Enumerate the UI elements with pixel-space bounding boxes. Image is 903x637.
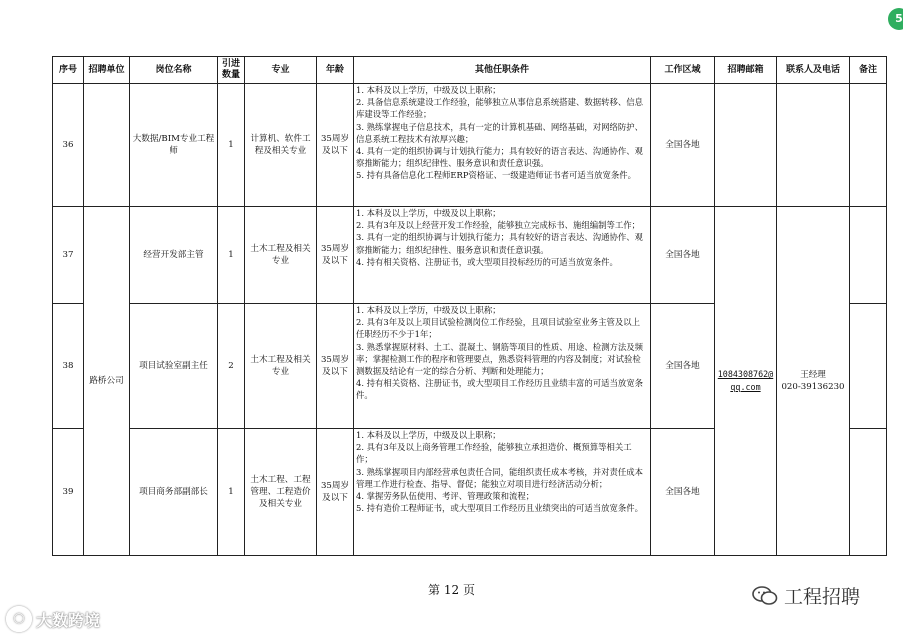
- email-cell-empty: [715, 84, 777, 207]
- condition-line: 4. 具有一定的组织协调与计划执行能力；具有较好的语言表达、沟通协作、观察推断能力；组织纪律性、服务意识和责任意识强。: [356, 146, 644, 169]
- row-no: 38: [53, 304, 84, 429]
- row-major: 计算机、软件工程及相关专业: [245, 84, 317, 207]
- contact-cell-empty: [777, 84, 850, 207]
- condition-line: 4. 持有相关资格、注册证书，或大型项目投标经历的可适当放宽条件。: [356, 256, 618, 267]
- condition-line: 1. 本科及以上学历，中级及以上职称；: [356, 208, 501, 218]
- row-count: 2: [218, 304, 245, 429]
- row-conditions: [354, 429, 651, 556]
- row-region: 全国各地: [651, 84, 715, 207]
- email-cell: [715, 207, 777, 556]
- table-row: [53, 207, 887, 304]
- condition-line: 2. 具有3年及以上项目试验检测岗位工作经验，且项目试验室业务主管及以上任职经历不少于1年；: [356, 317, 640, 340]
- row-no: 36: [53, 84, 84, 207]
- header-notes: 备注: [850, 57, 887, 84]
- condition-line: 4. 掌握劳务队伍使用、考评、管理政策和流程；: [356, 491, 535, 502]
- header-age: 年龄: [317, 57, 354, 84]
- condition-line: 4. 持有相关资格、注册证书，或大型项目工作经历且业绩丰富的可适当放宽条件。: [356, 378, 644, 401]
- row-count: 1: [218, 207, 245, 304]
- watermark-logo-icon: ◯: [6, 606, 32, 632]
- row-age: 35周岁及以下: [317, 207, 354, 304]
- header-no: 序号: [53, 57, 84, 84]
- row-region: 全国各地: [651, 207, 715, 304]
- condition-line: 3. 具有一定的组织协调与计划执行能力；具有较好的语言表达、沟通协作、观察推断能力；组织纪律性、服务意识和责任意识强。: [356, 232, 644, 255]
- row-region: 全国各地: [651, 304, 715, 429]
- row-notes: [850, 84, 887, 207]
- watermark-right: [752, 582, 860, 609]
- condition-line: 5. 持有造价工程师证书，或大型项目工作经历且业绩突出的可适当放宽条件。: [356, 503, 644, 514]
- row-major: 土木工程及相关专业: [245, 207, 317, 304]
- contact-cell: [777, 207, 850, 556]
- condition-line: 2. 具有3年及以上经营开发工作经验，能够独立完成标书、施组编制等工作；: [356, 220, 640, 231]
- condition-line: 3. 熟悉掌握原材料、土工、混凝土、钢筋等项目的性质、用途、检测方法及频率；掌握检测工作的程序和管理要点，熟悉资料管理的内容及制度；对试验检测数据及结论有一定的综合分析、判断和处理能力；: [356, 341, 644, 377]
- condition-line: 3. 熟练掌握项目内部经营承包责任合同，能组织责任成本考核，并对责任成本管理工作进行检查、指导、督促；能独立对项目进行经济活动分析；: [356, 466, 644, 489]
- header-contact: 联系人及电话: [777, 57, 850, 84]
- corner-badge-icon[interactable]: 5: [888, 8, 903, 30]
- condition-line: 5. 持有具备信息化工程师ERP资格证、一级建造师证书者可适当放宽条件。: [356, 170, 636, 181]
- header-email: 招聘邮箱: [715, 57, 777, 84]
- header-position: 岗位名称: [130, 57, 218, 84]
- condition-line: 1. 本科及以上学历，中级及以上职称；: [356, 305, 501, 315]
- email-cell-empty: [850, 429, 887, 556]
- header-unit: 招聘单位: [84, 57, 130, 84]
- recruitment-table: [52, 56, 887, 556]
- row-count: 1: [218, 84, 245, 207]
- watermark-left-text: 大数跨境: [36, 610, 101, 630]
- header-major: 专业: [245, 57, 317, 84]
- table-row: [53, 84, 887, 207]
- table-header-row: [53, 57, 887, 84]
- header-conditions: 其他任职条件: [354, 57, 651, 84]
- watermark-left: [6, 606, 100, 632]
- row-unit: 路桥公司: [84, 207, 130, 556]
- row-region: 全国各地: [651, 429, 715, 556]
- row-position: 大数据/BIM专业工程师: [130, 84, 218, 207]
- contact-text: 王经理 020-39136230: [781, 370, 845, 392]
- row-notes: [850, 207, 887, 304]
- wechat-icon: [752, 585, 778, 607]
- row-age: 35周岁及以下: [317, 84, 354, 207]
- condition-line: 2. 具备信息系统建设工作经验，能够独立从事信息系统搭建、数据转移、信息库建设等工作经验；: [356, 97, 644, 120]
- email-link[interactable]: 1084308762@qq.com: [717, 369, 774, 392]
- condition-line: 2. 具有3年及以上商务管理工作经验，能够独立承担造价、概预算等相关工作；: [356, 442, 632, 465]
- row-count: 1: [218, 429, 245, 556]
- row-position: 项目商务部副部长: [130, 429, 218, 556]
- row-conditions: [354, 207, 651, 304]
- page-label: 第 12 页: [428, 583, 475, 597]
- condition-line: 1. 本科及以上学历，中级及以上职称；: [356, 430, 501, 440]
- header-region: 工作区域: [651, 57, 715, 84]
- row-age: 35周岁及以下: [317, 429, 354, 556]
- row-age: 35周岁及以下: [317, 304, 354, 429]
- row-position: 经营开发部主管: [130, 207, 218, 304]
- condition-line: 3. 熟练掌握电子信息技术，具有一定的计算机基础、网络基础，对网络防护、信息系统工程技术有浓厚兴趣；: [356, 121, 644, 144]
- row-conditions: [354, 84, 651, 207]
- row-major: 土木工程、工程管理、工程造价及相关专业: [245, 429, 317, 556]
- row-major: 土木工程及相关专业: [245, 304, 317, 429]
- condition-line: 1. 本科及以上学历，中级及以上职称；: [356, 85, 501, 95]
- row-position: 项目试验室副主任: [130, 304, 218, 429]
- row-no: 39: [53, 429, 84, 556]
- watermark-right-text: 工程招聘: [784, 586, 861, 608]
- header-count: 引进数量: [218, 57, 245, 84]
- row-notes: [850, 304, 887, 429]
- row-no: 37: [53, 207, 84, 304]
- unit-cell-empty: [84, 84, 130, 207]
- row-conditions: [354, 304, 651, 429]
